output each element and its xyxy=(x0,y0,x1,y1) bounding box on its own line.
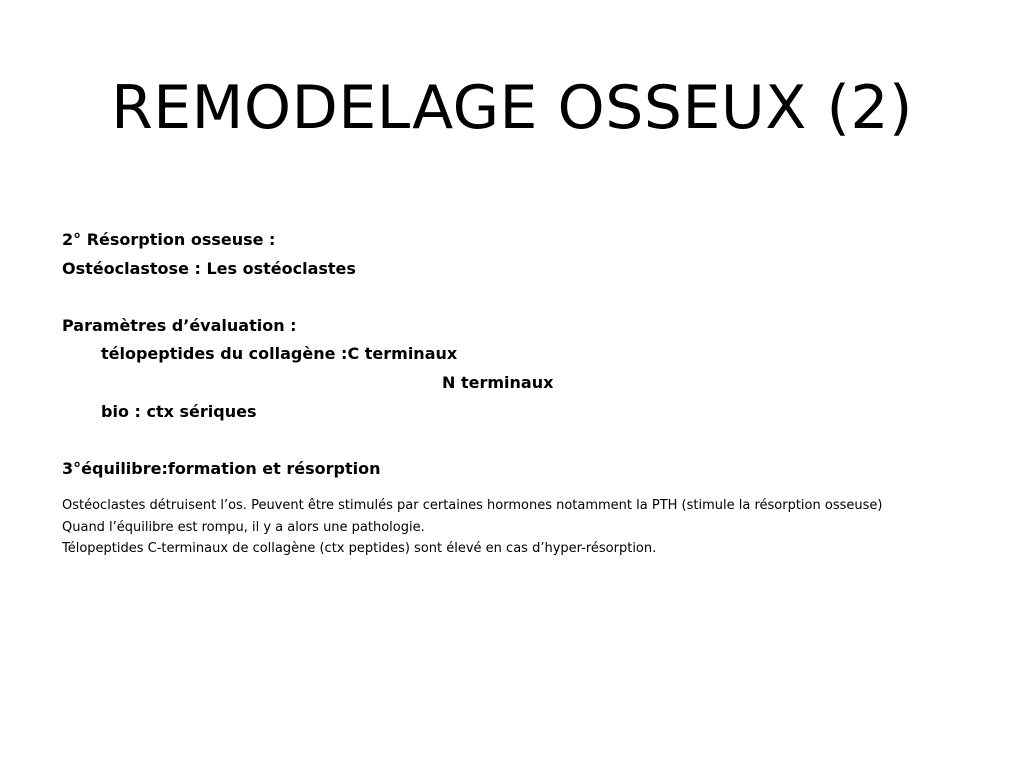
balance-heading: 3°équilibre:formation et résorption xyxy=(62,458,381,478)
parameters-heading: Paramètres d’évaluation : xyxy=(62,315,297,335)
slide-title: REMODELAGE OSSEUX (2) xyxy=(111,73,913,143)
blank-line xyxy=(62,283,1002,312)
bio-line: bio : ctx sériques xyxy=(101,401,257,421)
telopeptides-line: télopeptides du collagène :C terminaux xyxy=(101,344,458,364)
slide-content xyxy=(62,226,1002,560)
note-line: Ostéoclastes détruisent l’os. Peuvent être stimulés par certaines hormones notamment la PTH (stimule la résorption osseuse) xyxy=(62,498,883,514)
resorption-heading: 2° Résorption osseuse : xyxy=(62,230,276,249)
note-line: Télopeptides C-terminaux de collagène (ctx peptides) sont élevé en cas d’hyper-résorption. xyxy=(62,541,657,557)
n-terminal-line: N terminaux xyxy=(442,372,554,392)
osteoclastosis-line: Ostéoclastose : Les ostéoclastes xyxy=(62,258,356,278)
note-line: Quand l’équilibre est rompu, il y a alors une pathologie. xyxy=(62,519,425,535)
blank-line xyxy=(62,426,1002,455)
blank-line xyxy=(62,483,1002,495)
